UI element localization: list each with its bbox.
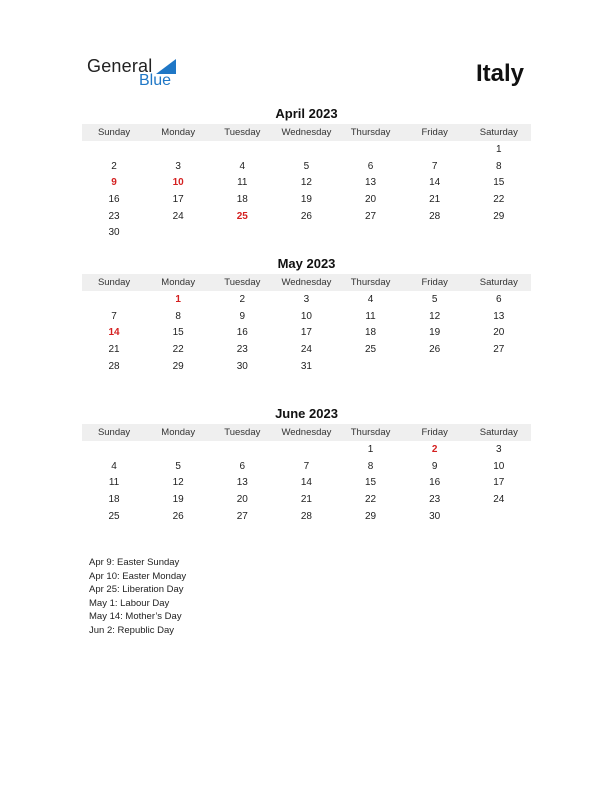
holiday-day-cell: 1 xyxy=(175,293,181,305)
day-cell: 26 xyxy=(429,343,441,355)
day-cell: 9 xyxy=(431,460,438,472)
day-cell: 11 xyxy=(108,477,120,489)
day-cell: 20 xyxy=(493,327,505,339)
holiday-note: Apr 25: Liberation Day xyxy=(89,584,184,596)
day-cell: 10 xyxy=(493,460,505,472)
weekday-label: Friday xyxy=(421,277,448,288)
weekday-label: Tuesday xyxy=(224,277,261,288)
week-row xyxy=(82,341,531,358)
day-cell: 3 xyxy=(496,443,502,455)
day-cell: 1 xyxy=(367,443,374,455)
month-grid xyxy=(82,291,531,374)
day-cell: 5 xyxy=(431,293,438,305)
day-cell: 4 xyxy=(367,293,374,305)
weekday-label: Friday xyxy=(421,427,448,438)
day-cell: 27 xyxy=(236,510,248,522)
month-grid xyxy=(82,141,531,241)
country-title: Italy xyxy=(475,60,524,87)
day-cell: 30 xyxy=(108,227,120,239)
day-cell: 29 xyxy=(493,210,505,222)
day-cell: 8 xyxy=(367,460,374,472)
day-cell: 8 xyxy=(175,310,181,322)
day-cell: 17 xyxy=(172,193,184,205)
weekday-label: Monday xyxy=(161,277,196,288)
day-cell: 27 xyxy=(493,343,505,355)
day-cell: 22 xyxy=(365,493,377,505)
day-cell: 7 xyxy=(111,310,117,322)
day-cell: 17 xyxy=(300,327,312,339)
month-grid xyxy=(82,441,531,524)
day-cell: 12 xyxy=(300,177,312,189)
day-cell: 20 xyxy=(236,493,248,505)
weekday-label: Saturday xyxy=(479,427,518,438)
day-cell: 18 xyxy=(365,327,377,339)
day-cell: 25 xyxy=(365,343,377,355)
day-cell: 26 xyxy=(172,510,184,522)
day-cell: 10 xyxy=(300,310,312,322)
day-cell: 21 xyxy=(108,343,120,355)
weekday-label: Tuesday xyxy=(224,127,261,138)
day-cell: 24 xyxy=(300,343,312,355)
holiday-note: Apr 9: Easter Sunday xyxy=(89,557,180,568)
day-cell: 19 xyxy=(300,193,312,205)
day-cell: 2 xyxy=(111,160,117,172)
day-cell: 14 xyxy=(300,477,312,489)
day-cell: 15 xyxy=(172,327,184,339)
weekday-label: Saturday xyxy=(479,127,518,138)
month-title: May 2023 xyxy=(277,256,336,271)
weekday-label: Thursday xyxy=(350,277,391,288)
day-cell: 24 xyxy=(172,210,184,222)
day-cell: 13 xyxy=(493,310,505,322)
month-title: June 2023 xyxy=(275,406,338,421)
holiday-note: May 1: Labour Day xyxy=(89,597,170,609)
day-cell: 7 xyxy=(431,160,438,172)
day-cell: 23 xyxy=(108,210,120,222)
holiday-notes xyxy=(89,556,186,638)
day-cell: 14 xyxy=(429,177,441,189)
week-row xyxy=(82,174,531,191)
day-cell: 9 xyxy=(239,310,246,322)
day-cell: 28 xyxy=(300,510,312,522)
weekday-label: Sunday xyxy=(97,277,131,288)
day-cell: 23 xyxy=(429,493,441,505)
weekday-header-row xyxy=(82,424,531,441)
weekday-label: Monday xyxy=(161,427,196,438)
day-cell: 3 xyxy=(303,293,310,305)
weekday-label: Wednesday xyxy=(281,277,332,288)
weekday-label: Wednesday xyxy=(281,427,332,438)
day-cell: 21 xyxy=(300,493,312,505)
day-cell: 28 xyxy=(429,210,441,222)
day-cell: 15 xyxy=(493,177,505,189)
week-row xyxy=(82,208,531,225)
brand-name-general: General xyxy=(87,56,153,76)
day-cell: 18 xyxy=(236,193,248,205)
day-cell: 28 xyxy=(108,360,120,372)
weekday-label: Friday xyxy=(421,127,448,138)
day-cell: 16 xyxy=(108,193,120,205)
day-cell: 31 xyxy=(300,360,312,372)
day-cell: 16 xyxy=(429,477,441,489)
day-cell: 6 xyxy=(367,160,374,172)
day-cell: 1 xyxy=(496,143,502,155)
day-cell: 16 xyxy=(236,327,248,339)
day-cell: 18 xyxy=(108,493,120,505)
month-june xyxy=(82,406,531,524)
holiday-note: Jun 2: Republic Day xyxy=(89,624,175,636)
month-may xyxy=(82,256,531,374)
weekday-label: Wednesday xyxy=(281,127,332,138)
week-row xyxy=(82,158,531,175)
day-cell: 7 xyxy=(303,460,310,472)
week-row xyxy=(82,224,531,241)
day-cell: 6 xyxy=(239,460,246,472)
day-cell: 27 xyxy=(365,210,377,222)
day-cell: 22 xyxy=(172,343,184,355)
day-cell: 6 xyxy=(496,293,502,305)
week-row xyxy=(82,291,531,308)
day-cell: 29 xyxy=(172,360,184,372)
holiday-day-cell: 25 xyxy=(236,210,248,222)
day-cell: 4 xyxy=(239,160,246,172)
day-cell: 22 xyxy=(493,193,505,205)
weekday-header-row xyxy=(82,124,531,141)
day-cell: 5 xyxy=(175,460,181,472)
day-cell: 11 xyxy=(237,177,248,189)
weekday-label: Saturday xyxy=(479,277,518,288)
day-cell: 12 xyxy=(172,477,184,489)
weekday-label: Tuesday xyxy=(224,427,261,438)
day-cell: 11 xyxy=(365,310,376,322)
day-cell: 26 xyxy=(300,210,312,222)
day-cell: 4 xyxy=(111,460,117,472)
day-cell: 5 xyxy=(303,160,310,172)
week-row xyxy=(82,441,531,458)
day-cell: 23 xyxy=(236,343,248,355)
holiday-day-cell: 2 xyxy=(431,443,438,455)
weekday-label: Thursday xyxy=(350,127,391,138)
week-row xyxy=(82,508,531,525)
day-cell: 13 xyxy=(236,477,248,489)
week-row xyxy=(82,191,531,208)
weekday-label: Sunday xyxy=(97,127,131,138)
weekday-label: Sunday xyxy=(97,427,131,438)
day-cell: 19 xyxy=(429,327,441,339)
day-cell: 8 xyxy=(496,160,502,172)
holiday-note: May 14: Mother’s Day xyxy=(89,611,182,623)
holiday-note: Apr 10: Easter Monday xyxy=(89,570,187,582)
day-cell: 30 xyxy=(429,510,441,522)
day-cell: 2 xyxy=(239,293,246,305)
month-title: April 2023 xyxy=(275,106,338,121)
weekday-header-row xyxy=(82,274,531,291)
weekday-label: Thursday xyxy=(350,427,391,438)
day-cell: 15 xyxy=(365,477,377,489)
day-cell: 13 xyxy=(365,177,377,189)
brand-name-blue: Blue xyxy=(139,72,172,89)
week-row xyxy=(82,474,531,491)
day-cell: 3 xyxy=(175,160,181,172)
day-cell: 29 xyxy=(365,510,377,522)
holiday-day-cell: 10 xyxy=(172,177,184,189)
holiday-day-cell: 9 xyxy=(111,177,117,189)
day-cell: 21 xyxy=(429,193,441,205)
month-april xyxy=(82,106,531,241)
week-row xyxy=(82,358,531,375)
holiday-day-cell: 14 xyxy=(108,327,120,339)
day-cell: 17 xyxy=(493,477,505,489)
week-row xyxy=(82,491,531,508)
week-row xyxy=(82,458,531,475)
day-cell: 20 xyxy=(365,193,377,205)
week-row xyxy=(82,324,531,341)
day-cell: 30 xyxy=(236,360,248,372)
weekday-label: Monday xyxy=(161,127,196,138)
brand-logo xyxy=(87,56,187,92)
day-cell: 25 xyxy=(108,510,120,522)
day-cell: 24 xyxy=(493,493,505,505)
day-cell: 12 xyxy=(429,310,441,322)
day-cell: 19 xyxy=(172,493,184,505)
week-row xyxy=(82,308,531,325)
week-row xyxy=(82,141,531,158)
